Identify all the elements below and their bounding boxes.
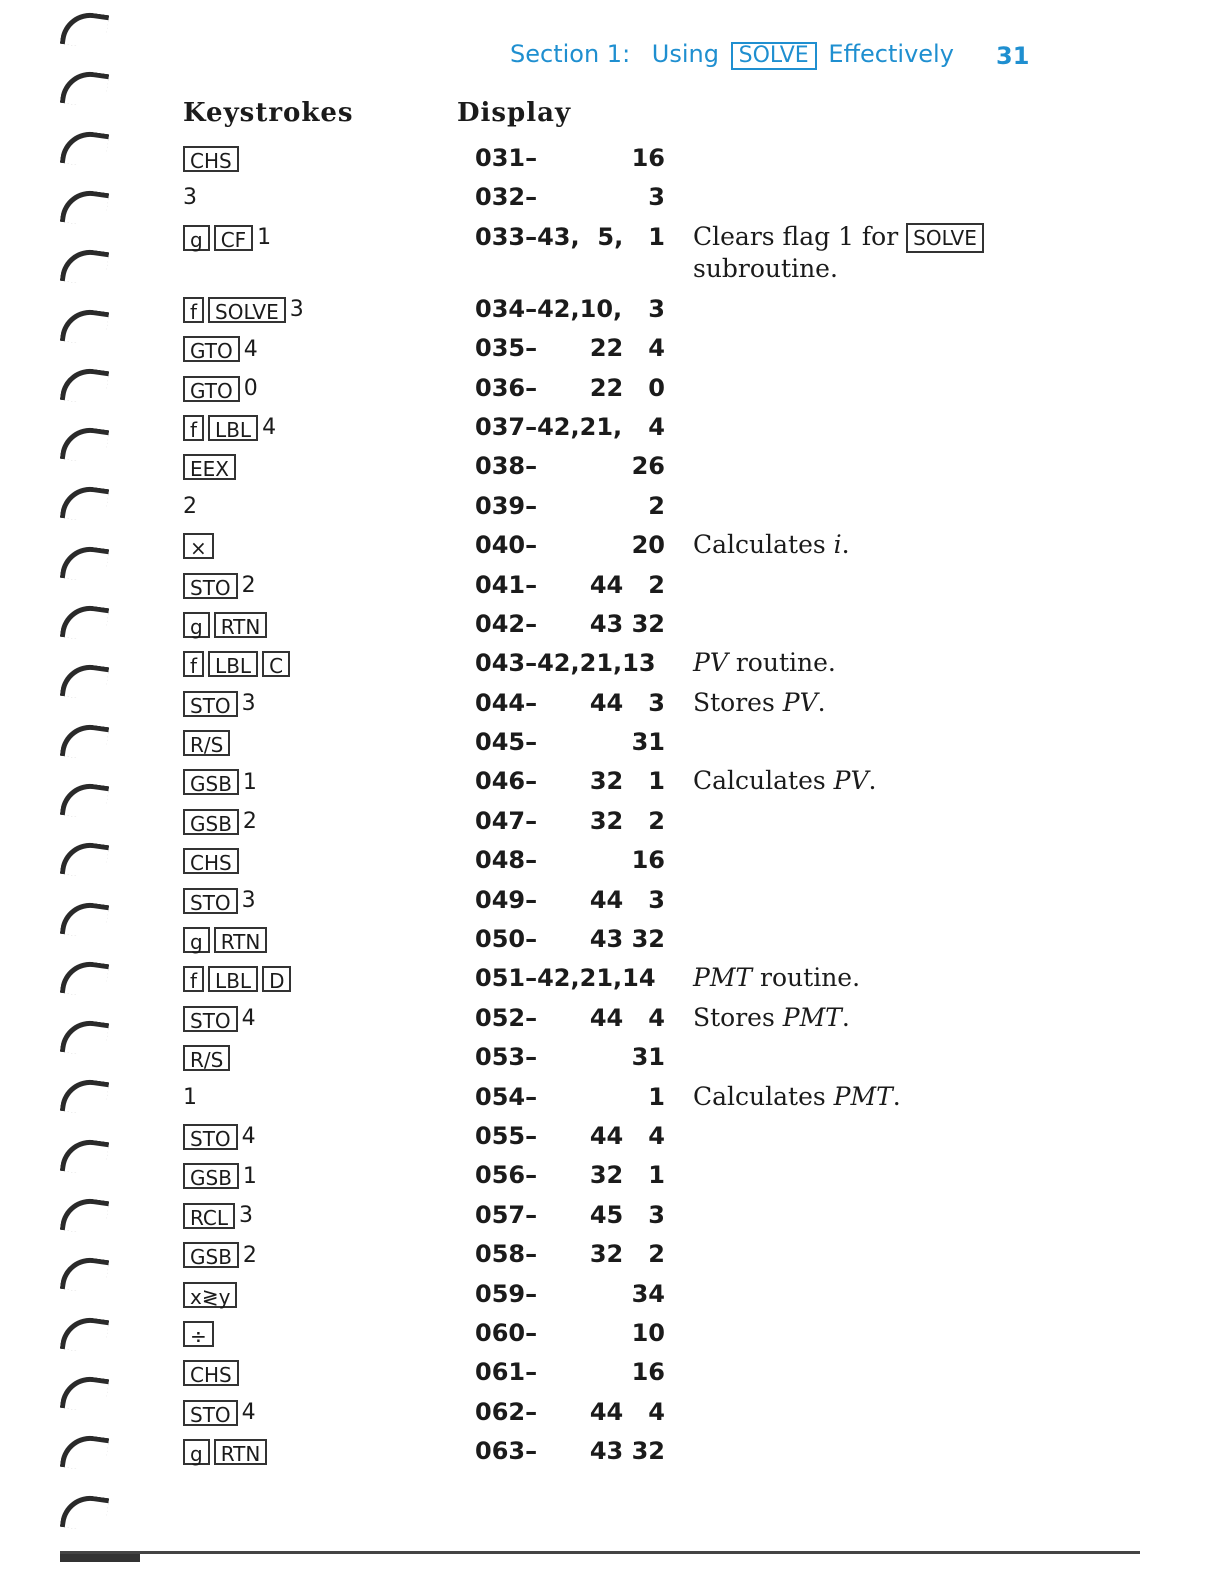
keystroke-sequence bbox=[183, 573, 256, 599]
comment-text: . bbox=[841, 1002, 850, 1032]
line-address: 056– bbox=[475, 1161, 538, 1190]
keycode: 16 bbox=[631, 846, 665, 875]
calculator-key: EEX bbox=[183, 454, 236, 480]
program-line bbox=[0, 962, 1224, 1001]
keystroke-sequence bbox=[183, 1163, 257, 1189]
line-comment bbox=[693, 647, 1053, 679]
program-line bbox=[0, 450, 1224, 489]
comment-text: routine. bbox=[752, 963, 861, 993]
line-address: 039– bbox=[475, 491, 538, 520]
keystroke-sequence bbox=[183, 297, 304, 323]
calculator-key: CHS bbox=[183, 146, 239, 172]
program-line bbox=[0, 372, 1224, 411]
keystroke-digit: 1 bbox=[242, 1163, 257, 1189]
keystroke-sequence bbox=[183, 1400, 256, 1426]
display-code bbox=[475, 807, 665, 835]
variable-name: PMT bbox=[833, 1081, 893, 1111]
calculator-key: CHS bbox=[183, 848, 239, 874]
display-code bbox=[475, 413, 665, 441]
keycode: 32 1 bbox=[589, 1161, 665, 1190]
keystroke-digit: 4 bbox=[241, 1124, 256, 1150]
calculator-key: STO bbox=[183, 573, 238, 599]
calculator-key: RTN bbox=[214, 1439, 268, 1465]
line-address: 052– bbox=[475, 1003, 538, 1032]
line-address: 045– bbox=[475, 728, 538, 757]
keystroke-sequence bbox=[183, 1045, 230, 1071]
keystroke-digit: 3 bbox=[289, 297, 304, 323]
display-code bbox=[475, 295, 665, 323]
keystroke-digit: 2 bbox=[242, 809, 257, 835]
calculator-key: f bbox=[183, 297, 204, 323]
comment-text: Calculates bbox=[693, 1081, 834, 1111]
program-line bbox=[0, 1356, 1224, 1395]
keystroke-sequence bbox=[183, 1006, 256, 1032]
keystroke-sequence bbox=[183, 1203, 253, 1229]
keycode: 44 2 bbox=[589, 570, 665, 599]
comment-text: Calculates bbox=[693, 530, 834, 560]
line-comment bbox=[693, 221, 1053, 286]
keycode: 26 bbox=[631, 452, 665, 481]
calculator-key: GTO bbox=[183, 336, 240, 362]
program-line bbox=[0, 411, 1224, 450]
section-title-before: Using bbox=[651, 40, 719, 68]
keycode: 32 2 bbox=[589, 1240, 665, 1269]
calculator-key: x≷y bbox=[183, 1282, 237, 1308]
keystroke-sequence bbox=[183, 809, 257, 835]
keycode: 44 4 bbox=[589, 1003, 665, 1032]
calculator-key: D bbox=[262, 966, 291, 992]
keycode: 34 bbox=[631, 1279, 665, 1308]
display-code bbox=[475, 1201, 665, 1229]
variable-name: PMT bbox=[693, 963, 753, 993]
display-code bbox=[475, 846, 665, 874]
keystroke-sequence bbox=[183, 966, 291, 992]
keycode: 16 bbox=[631, 1358, 665, 1387]
keystrokes-column-header: Keystrokes bbox=[183, 98, 354, 128]
keystroke-digit: 4 bbox=[243, 336, 258, 362]
calculator-key: g bbox=[183, 225, 210, 251]
calculator-key: SOLVE bbox=[208, 297, 286, 323]
comment-text: . bbox=[817, 687, 826, 717]
binding-ring bbox=[60, 1492, 109, 1533]
line-address: 040– bbox=[475, 531, 538, 560]
program-line bbox=[0, 1081, 1224, 1120]
calculator-key: ÷ bbox=[183, 1321, 214, 1347]
line-comment bbox=[693, 529, 1053, 561]
calculator-key: STO bbox=[183, 1400, 238, 1426]
line-comment bbox=[693, 687, 1053, 719]
keystroke-sequence bbox=[183, 888, 256, 914]
line-address: 032– bbox=[475, 183, 538, 212]
calculator-key: GSB bbox=[183, 1242, 239, 1268]
keystroke-digit: 1 bbox=[242, 769, 257, 795]
keycode: 1 bbox=[648, 1082, 665, 1111]
keystroke-digit: 4 bbox=[262, 415, 277, 441]
keystroke-sequence bbox=[183, 533, 214, 559]
display-code bbox=[475, 374, 665, 402]
display-code bbox=[475, 1161, 665, 1189]
display-code bbox=[475, 334, 665, 362]
keycode: 22 4 bbox=[589, 334, 665, 363]
calculator-key: SOLVE bbox=[906, 223, 984, 253]
keystroke-digit: 4 bbox=[241, 1006, 256, 1032]
display-code bbox=[475, 1240, 665, 1268]
line-address: 053– bbox=[475, 1043, 538, 1072]
program-line bbox=[0, 569, 1224, 608]
display-code bbox=[475, 1122, 665, 1150]
line-address: 037–42,21, bbox=[475, 412, 623, 441]
line-address: 061– bbox=[475, 1358, 538, 1387]
variable-name: PMT bbox=[782, 1002, 842, 1032]
program-line bbox=[0, 1159, 1224, 1198]
page-number: 31 bbox=[996, 42, 1030, 70]
display-code bbox=[475, 492, 665, 520]
keycode: 43 32 bbox=[589, 609, 665, 638]
program-line bbox=[0, 805, 1224, 844]
binding-ring bbox=[60, 68, 109, 109]
keycode: 44 4 bbox=[589, 1397, 665, 1426]
page-header bbox=[510, 40, 1044, 70]
keystroke-digit: 2 bbox=[241, 573, 256, 599]
comment-text: Calculates bbox=[693, 766, 834, 796]
keystroke-digit: 1 bbox=[183, 1084, 197, 1110]
line-address: 041– bbox=[475, 570, 538, 599]
keystroke-digit: 3 bbox=[239, 1203, 254, 1229]
comment-text: Stores bbox=[693, 687, 783, 717]
keystroke-sequence bbox=[183, 1085, 197, 1110]
program-line bbox=[0, 529, 1224, 568]
comment-text: . bbox=[892, 1081, 901, 1111]
section-label: Section 1: bbox=[510, 40, 631, 68]
keystroke-sequence bbox=[183, 1360, 239, 1386]
calculator-key: LBL bbox=[208, 415, 258, 441]
keystroke-sequence bbox=[183, 225, 271, 251]
keycode: 16 bbox=[631, 144, 665, 172]
display-code bbox=[475, 1043, 665, 1071]
calculator-key: GSB bbox=[183, 1163, 239, 1189]
program-line bbox=[0, 884, 1224, 923]
keycode: 20 bbox=[631, 531, 665, 560]
comment-text: subroutine. bbox=[693, 254, 838, 284]
program-line bbox=[0, 1317, 1224, 1356]
keystroke-sequence bbox=[183, 1242, 257, 1268]
calculator-key: C bbox=[262, 651, 290, 677]
line-address: 031– bbox=[475, 144, 538, 172]
line-address: 035– bbox=[475, 334, 538, 363]
calculator-key: LBL bbox=[208, 651, 258, 677]
variable-name: i bbox=[833, 530, 842, 560]
keycode: 31 bbox=[631, 1043, 665, 1072]
keystroke-digit: 3 bbox=[241, 691, 256, 717]
bottom-rule-accent bbox=[60, 1554, 140, 1562]
variable-name: PV bbox=[693, 648, 728, 678]
display-code bbox=[475, 886, 665, 914]
keycode: 44 4 bbox=[589, 1121, 665, 1150]
keycode: 44 3 bbox=[589, 688, 665, 717]
keystroke-sequence bbox=[183, 376, 258, 402]
keycode: 3 bbox=[648, 294, 665, 323]
program-line bbox=[0, 1238, 1224, 1277]
keystroke-sequence bbox=[183, 651, 290, 677]
calculator-key: RTN bbox=[214, 612, 268, 638]
line-address: 063– bbox=[475, 1437, 538, 1466]
calculator-key: GTO bbox=[183, 376, 240, 402]
keystroke-digit: 4 bbox=[241, 1400, 256, 1426]
line-address: 038– bbox=[475, 452, 538, 481]
keycode: 32 1 bbox=[589, 767, 665, 796]
calculator-key: R/S bbox=[183, 730, 230, 756]
program-line bbox=[0, 1435, 1224, 1474]
keystroke-sequence bbox=[183, 1321, 214, 1347]
comment-text: Stores bbox=[693, 1002, 783, 1032]
display-code bbox=[475, 1437, 665, 1465]
line-address: 055– bbox=[475, 1121, 538, 1150]
display-code bbox=[475, 649, 665, 677]
keystroke-digit: 3 bbox=[183, 185, 197, 211]
keycode: 5, 1 bbox=[597, 222, 665, 251]
program-line bbox=[0, 923, 1224, 962]
comment-text: . bbox=[868, 766, 877, 796]
calculator-key: g bbox=[183, 927, 210, 953]
variable-name: PV bbox=[782, 687, 818, 717]
keystroke-sequence bbox=[183, 848, 239, 874]
keycode: 2 bbox=[648, 491, 665, 520]
line-address: 033–43, bbox=[475, 222, 580, 251]
calculator-key: g bbox=[183, 1439, 210, 1465]
display-code bbox=[475, 1004, 665, 1032]
display-code bbox=[475, 1319, 665, 1347]
keycode bbox=[656, 964, 665, 992]
line-address: 050– bbox=[475, 925, 538, 954]
calculator-key: STO bbox=[183, 888, 238, 914]
program-line bbox=[0, 647, 1224, 686]
bottom-rule bbox=[60, 1551, 1140, 1554]
keystroke-digit: 1 bbox=[257, 225, 272, 251]
keystroke-digit: 0 bbox=[243, 376, 258, 402]
display-code bbox=[475, 223, 665, 251]
keystroke-sequence bbox=[183, 1439, 267, 1465]
program-line bbox=[0, 142, 1224, 181]
program-line bbox=[0, 1120, 1224, 1159]
display-code bbox=[475, 144, 665, 172]
line-comment bbox=[693, 1081, 1053, 1113]
keycode: 3 bbox=[648, 183, 665, 212]
program-line bbox=[0, 765, 1224, 804]
display-code bbox=[475, 689, 665, 717]
line-address: 057– bbox=[475, 1200, 538, 1229]
line-address: 043–42,21,13 bbox=[475, 649, 656, 678]
line-comment bbox=[693, 962, 1053, 994]
display-code bbox=[475, 183, 665, 211]
keycode: 32 2 bbox=[589, 806, 665, 835]
program-line bbox=[0, 1396, 1224, 1435]
keycode: 43 32 bbox=[589, 1437, 665, 1466]
keycode: 4 bbox=[648, 412, 665, 441]
display-code bbox=[475, 571, 665, 599]
calculator-key: f bbox=[183, 966, 204, 992]
program-listing bbox=[0, 142, 1224, 1475]
calculator-key: R/S bbox=[183, 1045, 230, 1071]
keystroke-sequence bbox=[183, 146, 239, 172]
line-address: 042– bbox=[475, 609, 538, 638]
keystroke-sequence bbox=[183, 185, 197, 210]
keycode: 22 0 bbox=[589, 373, 665, 402]
line-address: 046– bbox=[475, 767, 538, 796]
line-address: 034–42,10, bbox=[475, 294, 623, 323]
display-code bbox=[475, 925, 665, 953]
calculator-key: GSB bbox=[183, 809, 239, 835]
program-line bbox=[0, 608, 1224, 647]
display-code bbox=[475, 767, 665, 795]
program-line bbox=[0, 293, 1224, 332]
calculator-key: RCL bbox=[183, 1203, 235, 1229]
calculator-key: GSB bbox=[183, 769, 239, 795]
keystroke-sequence bbox=[183, 454, 236, 480]
display-code bbox=[475, 1358, 665, 1386]
keycode: 45 3 bbox=[589, 1200, 665, 1229]
program-line bbox=[0, 1278, 1224, 1317]
calculator-key: g bbox=[183, 612, 210, 638]
variable-name: PV bbox=[833, 766, 869, 796]
keycode: 43 32 bbox=[589, 925, 665, 954]
line-address: 036– bbox=[475, 373, 538, 402]
section-title-after: Effectively bbox=[828, 40, 954, 68]
program-line bbox=[0, 1002, 1224, 1041]
display-column-header: Display bbox=[457, 98, 572, 128]
display-code bbox=[475, 531, 665, 559]
program-line bbox=[0, 726, 1224, 765]
program-line bbox=[0, 181, 1224, 220]
calculator-key: STO bbox=[183, 1006, 238, 1032]
calculator-key: STO bbox=[183, 691, 238, 717]
calculator-key: LBL bbox=[208, 966, 258, 992]
keystroke-digit: 2 bbox=[183, 493, 197, 519]
keystroke-digit: 2 bbox=[242, 1242, 257, 1268]
program-line bbox=[0, 490, 1224, 529]
display-code bbox=[475, 610, 665, 638]
calculator-key: CF bbox=[214, 225, 253, 251]
keystroke-sequence bbox=[183, 494, 197, 519]
program-line bbox=[0, 687, 1224, 726]
program-line bbox=[0, 844, 1224, 883]
keystroke-sequence bbox=[183, 730, 230, 756]
display-code bbox=[475, 1083, 665, 1111]
line-address: 049– bbox=[475, 885, 538, 914]
line-address: 047– bbox=[475, 806, 538, 835]
keystroke-sequence bbox=[183, 336, 258, 362]
line-comment bbox=[693, 765, 1053, 797]
keystroke-sequence bbox=[183, 612, 267, 638]
display-code bbox=[475, 452, 665, 480]
keycode: 10 bbox=[631, 1318, 665, 1347]
comment-text: Clears flag 1 for bbox=[693, 221, 907, 251]
program-line bbox=[0, 332, 1224, 371]
line-address: 044– bbox=[475, 688, 538, 717]
display-code bbox=[475, 728, 665, 756]
program-line bbox=[0, 221, 1224, 293]
line-address: 048– bbox=[475, 846, 538, 875]
display-code bbox=[475, 964, 665, 992]
display-code bbox=[475, 1398, 665, 1426]
comment-text: routine. bbox=[727, 648, 836, 678]
line-address: 058– bbox=[475, 1240, 538, 1269]
keystroke-sequence bbox=[183, 1124, 256, 1150]
keycode bbox=[656, 649, 665, 677]
calculator-key: STO bbox=[183, 1124, 238, 1150]
program-line bbox=[0, 1041, 1224, 1080]
keycode: 44 3 bbox=[589, 885, 665, 914]
display-code bbox=[475, 1280, 665, 1308]
keystroke-sequence bbox=[183, 415, 276, 441]
keystroke-sequence bbox=[183, 769, 257, 795]
binding-ring bbox=[60, 9, 109, 50]
keycode: 31 bbox=[631, 728, 665, 757]
program-line bbox=[0, 1199, 1224, 1238]
line-address: 054– bbox=[475, 1082, 538, 1111]
calculator-key: × bbox=[183, 533, 214, 559]
solve-key-label: SOLVE bbox=[731, 42, 817, 70]
calculator-key: f bbox=[183, 651, 204, 677]
line-address: 060– bbox=[475, 1318, 538, 1347]
line-address: 059– bbox=[475, 1279, 538, 1308]
line-address: 051–42,21,14 bbox=[475, 964, 656, 993]
keystroke-sequence bbox=[183, 1282, 237, 1308]
calculator-key: f bbox=[183, 415, 204, 441]
line-address: 062– bbox=[475, 1397, 538, 1426]
calculator-key: RTN bbox=[214, 927, 268, 953]
line-comment bbox=[693, 1002, 1053, 1034]
keystroke-digit: 3 bbox=[241, 888, 256, 914]
comment-text: . bbox=[841, 530, 850, 560]
keystroke-sequence bbox=[183, 927, 267, 953]
keystroke-sequence bbox=[183, 691, 256, 717]
calculator-key: CHS bbox=[183, 1360, 239, 1386]
